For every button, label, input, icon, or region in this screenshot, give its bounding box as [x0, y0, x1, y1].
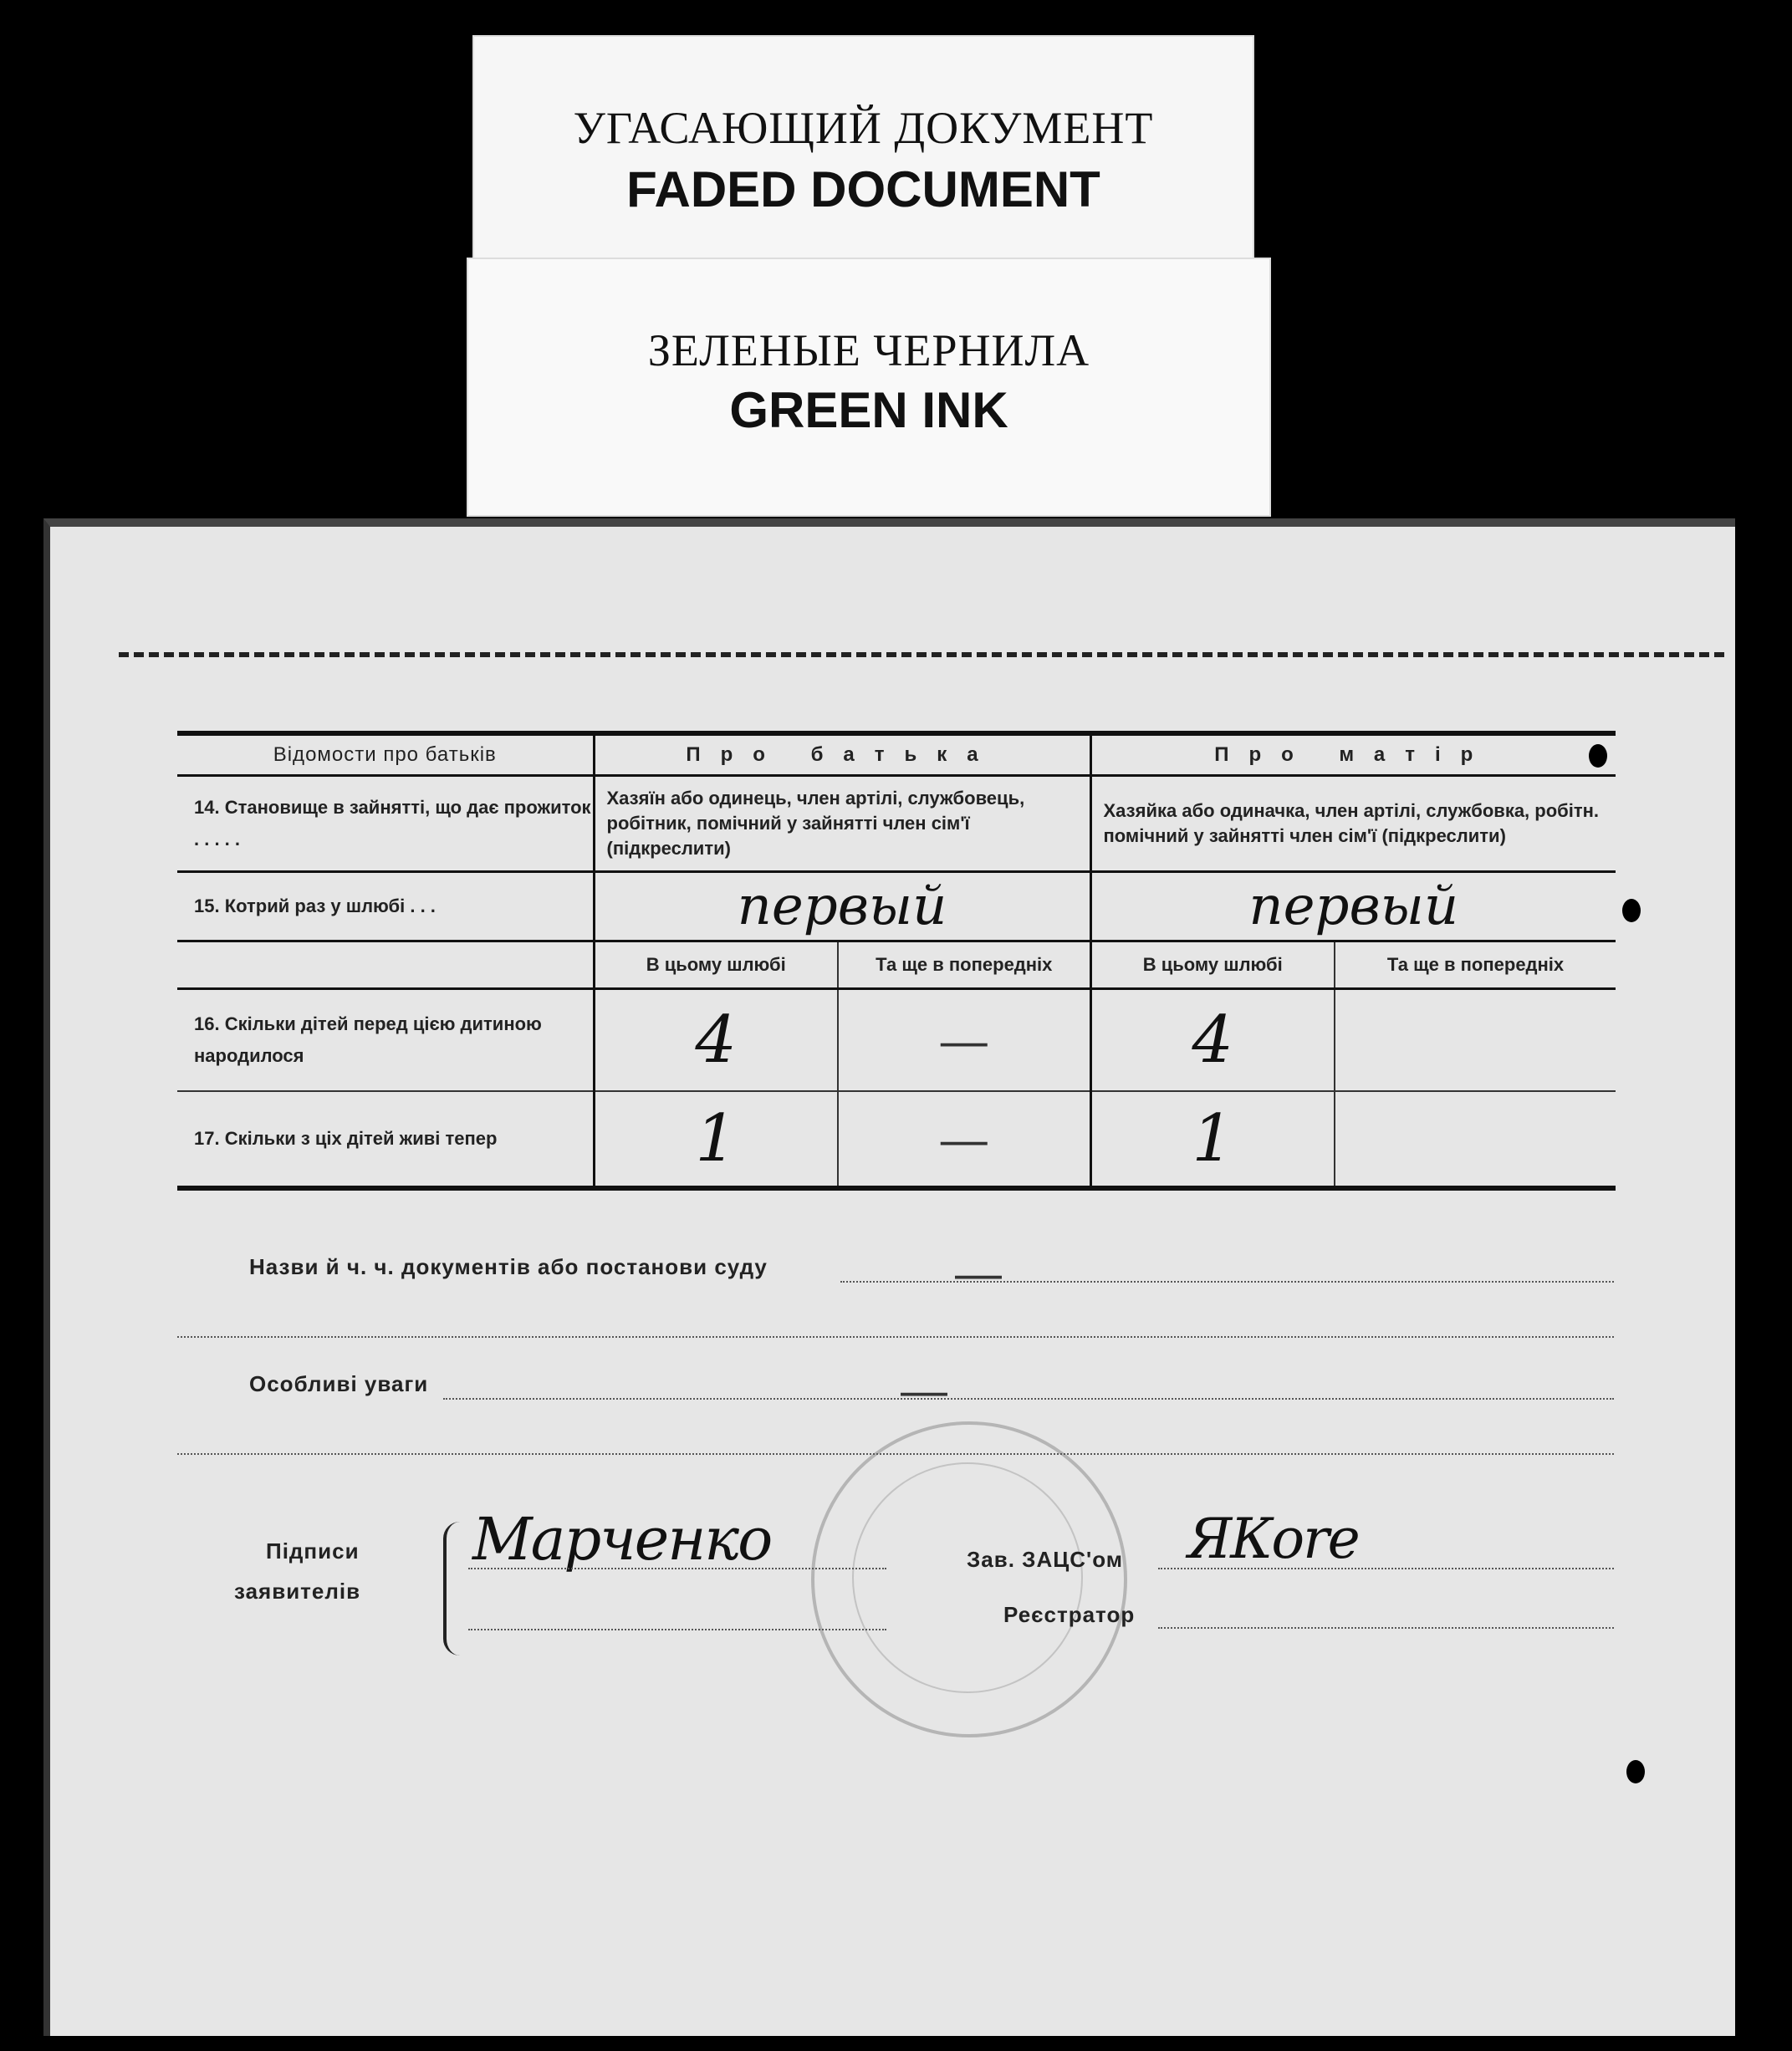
signatures-label-2: заявителів — [234, 1579, 361, 1604]
row16-label: 16. Скільки дітей перед цією дитиною народилося — [177, 989, 594, 1092]
official-stamp — [811, 1421, 1127, 1737]
table-row — [177, 1091, 1616, 1188]
notes-label: Особливі уваги — [249, 1371, 429, 1396]
subheader-blank — [177, 941, 594, 989]
table-row — [177, 989, 1616, 1092]
notes-value: — — [901, 1364, 947, 1416]
row16-father-prev: — — [838, 989, 1090, 1092]
row15-mother-value: первый — [1090, 872, 1616, 941]
children-subheader-row — [177, 941, 1616, 989]
subheader-father-prev: Та ще в попередніх — [838, 941, 1090, 989]
row16-mother-this: 4 — [1090, 989, 1335, 1092]
row17-mother-prev — [1335, 1091, 1616, 1188]
documents-label: Назви й ч. ч. документів або постанови суду — [249, 1254, 768, 1279]
row16-father-this: 4 — [594, 989, 838, 1092]
applicant-signature: Марченко — [472, 1505, 772, 1574]
row14-mother-options: Хазяйка або одиначка, член артілі, службовка, робітн. помічний у зайнятті член сім'ї (підкреслити) — [1090, 776, 1616, 872]
row17-father-prev: — — [838, 1091, 1090, 1188]
notes-dotted-line — [443, 1398, 1614, 1400]
punch-hole — [1626, 1760, 1645, 1783]
green-ink-ru: ЗЕЛЕНЫЕ ЧЕРНИЛА — [647, 325, 1090, 375]
head-signature-line — [1158, 1568, 1614, 1569]
subheader-father-this: В цьому шлюбі — [594, 941, 838, 989]
punch-hole — [1622, 899, 1641, 922]
subheader-mother-prev: Та ще в попередніх — [1335, 941, 1616, 989]
subheader-mother-this: В цьому шлюбі — [1090, 941, 1335, 989]
header-mother: Про матір — [1090, 733, 1616, 776]
faded-document-ru: УГАСАЮЩИЙ ДОКУМЕНТ — [573, 103, 1154, 153]
table-header-row — [177, 733, 1616, 776]
punch-hole — [1589, 744, 1607, 768]
registrar-label: Реєстратор — [1003, 1602, 1136, 1627]
green-ink-en: GREEN INK — [729, 382, 1008, 438]
table-row — [177, 872, 1616, 941]
row17-label: 17. Скільки з ціх дітей живі тепер — [177, 1091, 594, 1188]
applicant-signature-line — [468, 1568, 886, 1569]
row14-label: 14. Становище в зайнятті, що дає прожиток . . . . . — [177, 776, 594, 872]
signatures-label-1: Підписи — [266, 1538, 360, 1564]
header-father: Про батька — [594, 733, 1090, 776]
perforation-line — [119, 652, 1724, 657]
green-ink-card — [467, 258, 1271, 517]
applicant-signature-line-2 — [468, 1629, 886, 1630]
table-row — [177, 776, 1616, 872]
head-signature: ЯКоre — [1187, 1507, 1359, 1571]
row14-father-options: Хазяїн або одинець, член артілі, службовець, робітник, помічний у зайнятті член сім'ї (підкреслити) — [594, 776, 1090, 872]
signatures-brace — [443, 1522, 467, 1656]
row17-mother-this: 1 — [1090, 1091, 1335, 1188]
row16-mother-prev — [1335, 989, 1616, 1092]
official-stamp-inner — [852, 1462, 1083, 1693]
row15-label: 15. Котрий раз у шлюбі . . . — [177, 872, 594, 941]
documents-value: — — [955, 1247, 1002, 1299]
documents-dotted-line-2 — [177, 1336, 1614, 1338]
parents-info-table — [177, 731, 1616, 1191]
header-parents-info: Відомости про батьків — [177, 733, 594, 776]
faded-document-en: FADED DOCUMENT — [626, 161, 1100, 217]
row15-father-value: первый — [594, 872, 1090, 941]
registration-form-sheet — [43, 518, 1735, 2036]
row17-father-this: 1 — [594, 1091, 838, 1188]
head-label: Зав. ЗАЦС'ом — [967, 1547, 1123, 1572]
faded-document-card — [472, 35, 1254, 261]
registrar-line — [1158, 1627, 1614, 1629]
